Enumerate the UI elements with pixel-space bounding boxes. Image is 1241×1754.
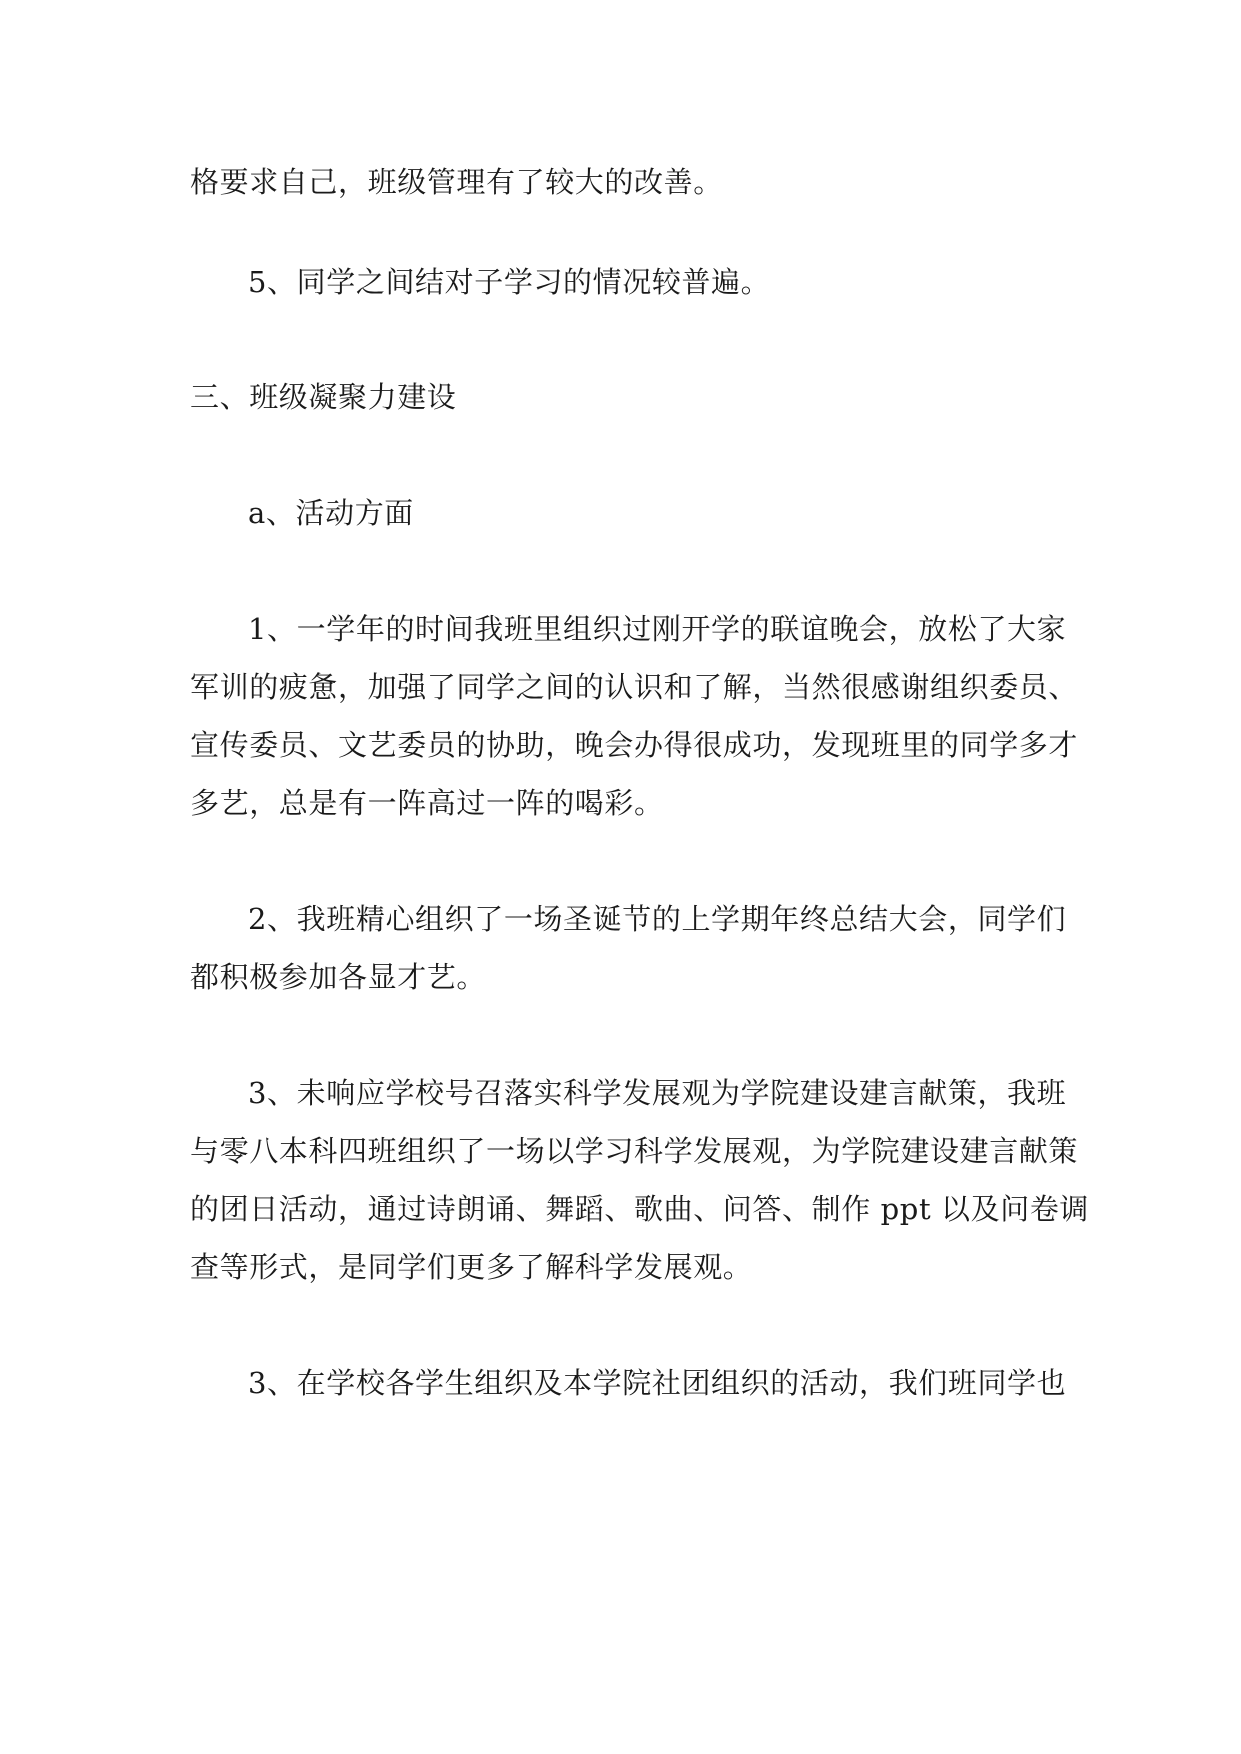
item-3-line-1: 3、未响应学校号召落实科学发展观为学院建设建言献策，我班 (248, 1076, 1067, 1110)
subsection-heading: a、活动方面 (248, 496, 414, 530)
item-1-line-3: 宣传委员、文艺委员的协助，晚会办得很成功，发现班里的同学多才 (190, 728, 1079, 762)
item-1-line-4: 多艺，总是有一阵高过一阵的喝彩。 (190, 786, 664, 820)
item-2-line-2: 都积极参加各显才艺。 (190, 960, 487, 994)
item-1-line-1: 1、一学年的时间我班里组织过刚开学的联谊晚会，放松了大家 (248, 612, 1067, 646)
paragraph-line: 格要求自己，班级管理有了较大的改善。 (190, 165, 723, 199)
item-3-line-4: 查等形式，是同学们更多了解科学发展观。 (190, 1250, 753, 1284)
list-item-5: 5、同学之间结对子学习的情况较普遍。 (248, 265, 771, 299)
item-3-line-2: 与零八本科四班组织了一场以学习科学发展观，为学院建设建言献策 (190, 1134, 1079, 1168)
item-3b-line-1: 3、在学校各学生组织及本学院社团组织的活动，我们班同学也 (248, 1366, 1067, 1400)
section-heading: 三、班级凝聚力建设 (190, 380, 457, 414)
item-3-line-3: 的团日活动，通过诗朗诵、舞蹈、歌曲、问答、制作 ppt 以及问卷调 (190, 1192, 1090, 1226)
item-2-line-1: 2、我班精心组织了一场圣诞节的上学期年终总结大会，同学们 (248, 902, 1067, 936)
item-1-line-2: 军训的疲惫，加强了同学之间的认识和了解，当然很感谢组织委员、 (190, 670, 1079, 704)
